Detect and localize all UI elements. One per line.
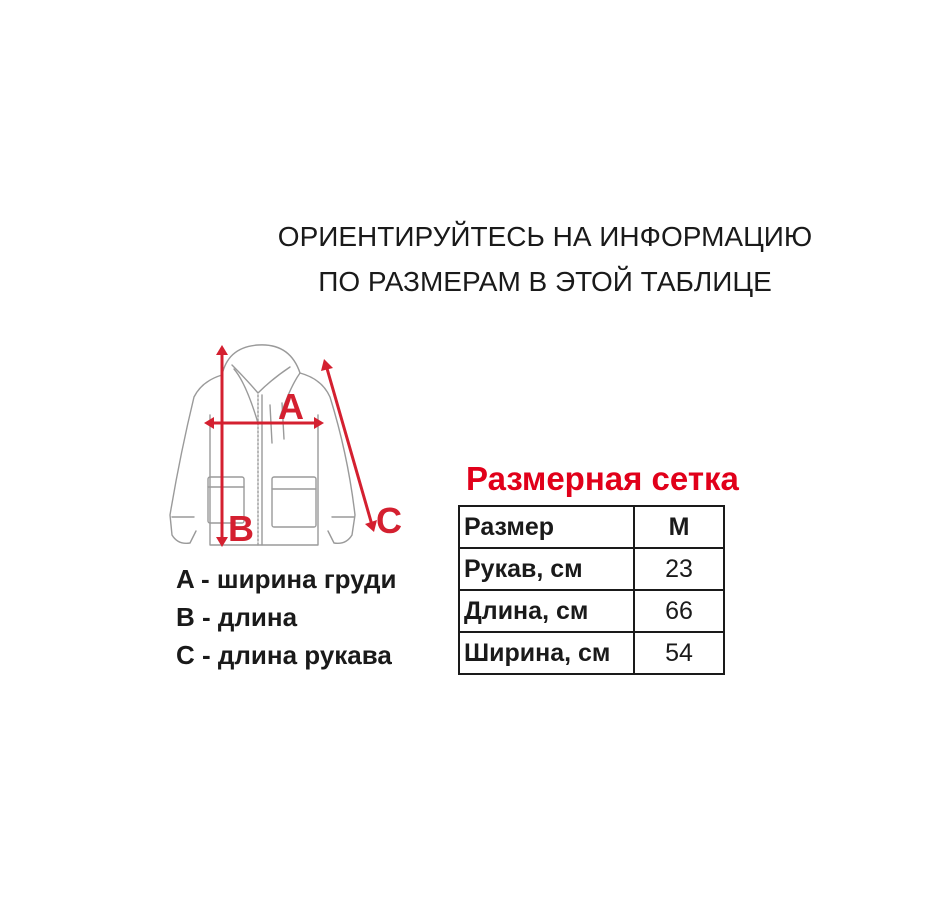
instruction-heading — [240, 214, 850, 304]
table-cell-label: Рукав, см — [459, 548, 634, 590]
jacket-measurement-diagram — [150, 335, 420, 565]
table-cell-value: 66 — [634, 590, 724, 632]
measurement-legend — [176, 560, 397, 674]
size-chart-title: Размерная сетка — [466, 460, 739, 497]
instruction-line-2: ПО РАЗМЕРАМ В ЭТОЙ ТАБЛИЦЕ — [318, 266, 772, 297]
table-cell-value: 54 — [634, 632, 724, 674]
size-chart-table — [458, 505, 725, 675]
table-cell-value: 23 — [634, 548, 724, 590]
table-cell-label: Размер — [459, 506, 634, 548]
table-row — [459, 548, 724, 590]
table-cell-label: Ширина, см — [459, 632, 634, 674]
table-row — [459, 506, 724, 548]
measurement-label-c: C — [376, 500, 402, 541]
table-row — [459, 632, 724, 674]
legend-item-c: C - длина рукава — [176, 640, 392, 670]
jacket-outline — [170, 345, 355, 545]
measurement-label-a: A — [278, 386, 304, 427]
instruction-line-1: ОРИЕНТИРУЙТЕСЬ НА ИНФОРМАЦИЮ — [277, 221, 813, 252]
legend-item-a: A - ширина груди — [176, 564, 397, 594]
measurement-label-b: B — [228, 508, 254, 549]
table-cell-label: Длина, см — [459, 590, 634, 632]
table-cell-value: M — [634, 506, 724, 548]
legend-item-b: B - длина — [176, 602, 298, 632]
table-row — [459, 590, 724, 632]
